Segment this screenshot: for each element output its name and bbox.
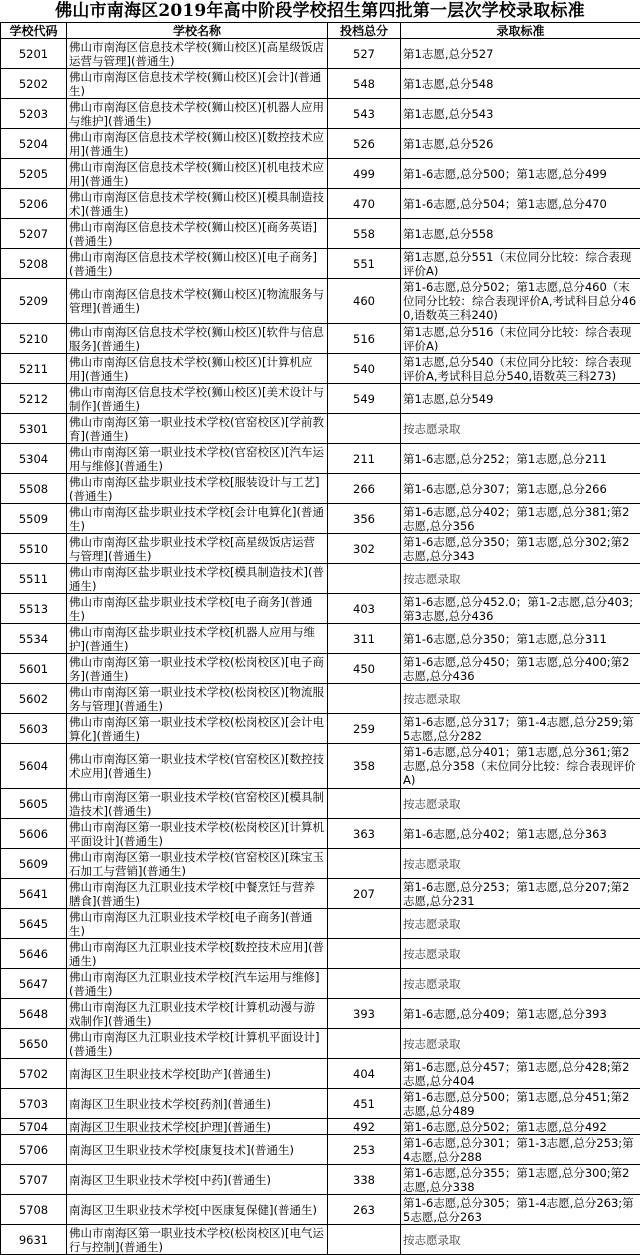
cell-school-name: 佛山市南海区信息技术学校(狮山校区)[会计](普通生) xyxy=(67,69,328,99)
cell-standard: 第1志愿,总分516（末位同分比较：综合表现评价A) xyxy=(401,324,640,354)
cell-score xyxy=(328,684,401,714)
cell-score: 460 xyxy=(328,279,401,324)
table-row xyxy=(1,414,640,444)
table-row xyxy=(1,474,640,504)
cell-school-name: 佛山市南海区信息技术学校(狮山校区)[商务英语](普通生) xyxy=(67,219,328,249)
cell-score: 393 xyxy=(328,999,401,1029)
cell-score: 492 xyxy=(328,1119,401,1135)
cell-school-name: 南海区卫生职业技术学校[助产](普通生) xyxy=(67,1059,328,1089)
cell-score: 551 xyxy=(328,249,401,279)
cell-score: 266 xyxy=(328,474,401,504)
cell-score: 253 xyxy=(328,1135,401,1165)
cell-school-name: 佛山市南海区信息技术学校(狮山校区)[高星级饭店运营与管理](普通生) xyxy=(67,39,328,69)
table-row xyxy=(1,324,640,354)
table-row xyxy=(1,714,640,744)
cell-score: 516 xyxy=(328,324,401,354)
cell-school-name: 佛山市南海区盐步职业技术学校[机器人应用与维护](普通生) xyxy=(67,624,328,654)
cell-school-code: 5509 xyxy=(1,504,67,534)
cell-school-name: 佛山市南海区信息技术学校(狮山校区)[机器人应用与维护](普通生) xyxy=(67,99,328,129)
cell-standard: 第1-6志愿,总分253；第1志愿,总分207;第2志愿,总分231 xyxy=(401,879,640,909)
cell-standard: 第1-6志愿,总分402；第1志愿,总分381;第2志愿,总分356 xyxy=(401,504,640,534)
cell-school-name: 佛山市南海区九江职业技术学校[汽车运用与维修](普通生) xyxy=(67,969,328,999)
cell-score: 451 xyxy=(328,1089,401,1119)
table-row xyxy=(1,384,640,414)
cell-standard: 第1志愿,总分526 xyxy=(401,129,640,159)
cell-score xyxy=(328,909,401,939)
table-row xyxy=(1,249,640,279)
cell-school-code: 5301 xyxy=(1,414,67,444)
table-row xyxy=(1,129,640,159)
cell-school-code: 5646 xyxy=(1,939,67,969)
cell-school-name: 南海区卫生职业技术学校[护理](普通生) xyxy=(67,1119,328,1135)
table-row xyxy=(1,189,640,219)
cell-school-code: 5201 xyxy=(1,39,67,69)
header-name: 学校名称 xyxy=(67,23,328,39)
cell-school-name: 佛山市南海区第一职业技术学校(官窑校区)[汽车运用与维修](普通生) xyxy=(67,444,328,474)
table-row xyxy=(1,1089,640,1119)
cell-standard: 第1-6志愿,总分305；第1-4志愿,总分263;第5志愿,总分263 xyxy=(401,1195,640,1225)
cell-school-code: 5207 xyxy=(1,219,67,249)
cell-score: 403 xyxy=(328,594,401,624)
table-row xyxy=(1,159,640,189)
cell-school-code: 5208 xyxy=(1,249,67,279)
cell-score: 338 xyxy=(328,1165,401,1195)
cell-standard: 第1-6志愿,总分350；第1志愿,总分311 xyxy=(401,624,640,654)
cell-school-code: 5511 xyxy=(1,564,67,594)
cell-standard: 按志愿录取 xyxy=(401,909,640,939)
table-row xyxy=(1,1135,640,1165)
cell-score xyxy=(328,1029,401,1059)
admission-table xyxy=(0,22,640,1255)
cell-score: 548 xyxy=(328,69,401,99)
cell-standard: 按志愿录取 xyxy=(401,684,640,714)
cell-school-code: 5206 xyxy=(1,189,67,219)
cell-school-name: 佛山市南海区信息技术学校(狮山校区)[电子商务](普通生) xyxy=(67,249,328,279)
cell-school-name: 佛山市南海区盐步职业技术学校[电子商务](普通生) xyxy=(67,594,328,624)
cell-school-name: 佛山市南海区盐步职业技术学校[高星级饭店运营与管理](普通生) xyxy=(67,534,328,564)
table-row xyxy=(1,504,640,534)
cell-standard: 第1志愿,总分540（末位同分比较：综合表现评价A,考试科目总分540,语数英三科273) xyxy=(401,354,640,384)
cell-school-code: 5508 xyxy=(1,474,67,504)
cell-standard: 第1-6志愿,总分355；第1志愿,总分300;第2志愿,总分338 xyxy=(401,1165,640,1195)
table-row xyxy=(1,1165,640,1195)
cell-standard: 第1-6志愿,总分500；第1志愿,总分451;第2志愿,总分489 xyxy=(401,1089,640,1119)
cell-school-code: 5204 xyxy=(1,129,67,159)
cell-school-name: 佛山市南海区九江职业技术学校[电子商务](普通生) xyxy=(67,909,328,939)
cell-school-code: 5602 xyxy=(1,684,67,714)
cell-standard: 第1-6志愿,总分504；第1志愿,总分470 xyxy=(401,189,640,219)
cell-school-name: 佛山市南海区第一职业技术学校(松岗校区)[计算机平面设计](普通生) xyxy=(67,819,328,849)
table-row xyxy=(1,849,640,879)
cell-standard: 第1志愿,总分558 xyxy=(401,219,640,249)
cell-school-name: 南海区卫生职业技术学校[药剂](普通生) xyxy=(67,1089,328,1119)
cell-standard: 第1志愿,总分527 xyxy=(401,39,640,69)
cell-score: 499 xyxy=(328,159,401,189)
table-body xyxy=(1,39,640,1255)
cell-school-name: 佛山市南海区盐步职业技术学校[模具制造技术](普通生) xyxy=(67,564,328,594)
cell-standard: 第1-6志愿,总分402；第1志愿,总分363 xyxy=(401,819,640,849)
cell-school-code: 5205 xyxy=(1,159,67,189)
cell-school-name: 佛山市南海区信息技术学校(狮山校区)[模具制造技术](普通生) xyxy=(67,189,328,219)
cell-school-code: 5601 xyxy=(1,654,67,684)
table-row xyxy=(1,354,640,384)
cell-school-code: 5604 xyxy=(1,744,67,789)
table-row xyxy=(1,969,640,999)
cell-school-name: 佛山市南海区盐步职业技术学校[服装设计与工艺](普通生) xyxy=(67,474,328,504)
table-row xyxy=(1,219,640,249)
cell-school-name: 佛山市南海区信息技术学校(狮山校区)[美术设计与制作](普通生) xyxy=(67,384,328,414)
cell-score: 356 xyxy=(328,504,401,534)
cell-standard: 第1志愿,总分551（末位同分比较：综合表现评价A) xyxy=(401,249,640,279)
cell-standard: 第1-6志愿,总分457；第1志愿,总分428;第2志愿,总分404 xyxy=(401,1059,640,1089)
cell-school-code: 5706 xyxy=(1,1135,67,1165)
cell-score xyxy=(328,1225,401,1255)
cell-school-code: 5641 xyxy=(1,879,67,909)
cell-school-code: 5212 xyxy=(1,384,67,414)
cell-score xyxy=(328,789,401,819)
cell-school-name: 佛山市南海区信息技术学校(狮山校区)[计算机应用](普通生) xyxy=(67,354,328,384)
cell-school-code: 5510 xyxy=(1,534,67,564)
cell-school-name: 佛山市南海区第一职业技术学校(官窑校区)[学前教育](普通生) xyxy=(67,414,328,444)
table-row xyxy=(1,909,640,939)
cell-standard: 第1-6志愿,总分502；第1志愿,总分492 xyxy=(401,1119,640,1135)
cell-school-code: 5707 xyxy=(1,1165,67,1195)
table-row xyxy=(1,99,640,129)
cell-standard: 第1-6志愿,总分301；第1-3志愿,总分253;第4志愿,总分288 xyxy=(401,1135,640,1165)
cell-school-code: 5203 xyxy=(1,99,67,129)
cell-school-code: 5513 xyxy=(1,594,67,624)
cell-score: 527 xyxy=(328,39,401,69)
cell-standard: 按志愿录取 xyxy=(401,414,640,444)
table-row xyxy=(1,1119,640,1135)
cell-school-name: 佛山市南海区信息技术学校(狮山校区)[物流服务与管理](普通生) xyxy=(67,279,328,324)
table-row xyxy=(1,819,640,849)
cell-standard: 第1-6志愿,总分452.0；第1-2志愿,总分403;第3志愿,总分436 xyxy=(401,594,640,624)
table-row xyxy=(1,69,640,99)
cell-standard: 按志愿录取 xyxy=(401,1225,640,1255)
cell-school-name: 佛山市南海区信息技术学校(狮山校区)[软件与信息服务](普通生) xyxy=(67,324,328,354)
cell-standard: 第1-6志愿,总分252；第1志愿,总分211 xyxy=(401,444,640,474)
table-row xyxy=(1,684,640,714)
table-row xyxy=(1,594,640,624)
table-row xyxy=(1,789,640,819)
table-row xyxy=(1,744,640,789)
cell-school-code: 5606 xyxy=(1,819,67,849)
table-row xyxy=(1,1195,640,1225)
cell-school-name: 佛山市南海区第一职业技术学校(松岗校区)[物流服务与管理](普通生) xyxy=(67,684,328,714)
cell-standard: 按志愿录取 xyxy=(401,969,640,999)
cell-standard: 第1志愿,总分549 xyxy=(401,384,640,414)
cell-school-code: 5605 xyxy=(1,789,67,819)
cell-school-name: 佛山市南海区九江职业技术学校[计算机动漫与游戏制作](普通生) xyxy=(67,999,328,1029)
cell-standard: 按志愿录取 xyxy=(401,1029,640,1059)
cell-school-code: 5647 xyxy=(1,969,67,999)
cell-school-code: 5650 xyxy=(1,1029,67,1059)
cell-standard: 第1-6志愿,总分502；第1志愿,总分460（末位同分比较：综合表现评价A,考试科目总分460,语数英三科240) xyxy=(401,279,640,324)
table-row xyxy=(1,39,640,69)
cell-standard: 第1-6志愿,总分401；第1志愿,总分361;第2志愿,总分358（末位同分比较：综合表现评价A) xyxy=(401,744,640,789)
cell-school-code: 5304 xyxy=(1,444,67,474)
cell-standard: 按志愿录取 xyxy=(401,789,640,819)
table-row xyxy=(1,534,640,564)
cell-school-name: 南海区卫生职业技术学校[中药](普通生) xyxy=(67,1165,328,1195)
cell-standard: 第1-6志愿,总分350；第1志愿,总分302;第2志愿,总分343 xyxy=(401,534,640,564)
cell-score: 207 xyxy=(328,879,401,909)
cell-standard: 第1志愿,总分543 xyxy=(401,99,640,129)
cell-score: 358 xyxy=(328,744,401,789)
cell-school-name: 佛山市南海区第一职业技术学校(官窑校区)[珠宝玉石加工与营销](普通生) xyxy=(67,849,328,879)
cell-school-code: 5609 xyxy=(1,849,67,879)
cell-school-name: 佛山市南海区九江职业技术学校[计算机平面设计](普通生) xyxy=(67,1029,328,1059)
cell-school-code: 5209 xyxy=(1,279,67,324)
cell-school-code: 5210 xyxy=(1,324,67,354)
page-title: 佛山市南海区2019年高中阶段学校招生第四批第一层次学校录取标准 xyxy=(0,0,640,22)
cell-school-name: 佛山市南海区第一职业技术学校(官窑校区)[数控技术应用](普通生) xyxy=(67,744,328,789)
header-score: 投档总分 xyxy=(328,23,401,39)
cell-score: 259 xyxy=(328,714,401,744)
cell-standard: 第1-6志愿,总分317；第1-4志愿,总分259;第5志愿,总分282 xyxy=(401,714,640,744)
cell-standard: 第1-6志愿,总分450；第1志愿,总分400;第2志愿,总分436 xyxy=(401,654,640,684)
table-row xyxy=(1,654,640,684)
cell-score: 543 xyxy=(328,99,401,129)
cell-score: 404 xyxy=(328,1059,401,1089)
cell-school-name: 佛山市南海区信息技术学校(狮山校区)[机电技术应用](普通生) xyxy=(67,159,328,189)
cell-score: 302 xyxy=(328,534,401,564)
header-standard: 录取标准 xyxy=(401,23,640,39)
table-row xyxy=(1,879,640,909)
cell-school-name: 佛山市南海区九江职业技术学校[数控技术应用](普通生) xyxy=(67,939,328,969)
cell-school-code: 5704 xyxy=(1,1119,67,1135)
cell-score xyxy=(328,969,401,999)
cell-standard: 第1-6志愿,总分500；第1志愿,总分499 xyxy=(401,159,640,189)
cell-score: 540 xyxy=(328,354,401,384)
cell-school-name: 南海区卫生职业技术学校[康复技术](普通生) xyxy=(67,1135,328,1165)
cell-school-code: 5645 xyxy=(1,909,67,939)
table-row xyxy=(1,624,640,654)
cell-school-name: 佛山市南海区九江职业技术学校[中餐烹饪与营养膳食](普通生) xyxy=(67,879,328,909)
cell-school-name: 佛山市南海区第一职业技术学校(松岗校区)[会计电算化](普通生) xyxy=(67,714,328,744)
cell-school-code: 5703 xyxy=(1,1089,67,1119)
header-code: 学校代码 xyxy=(1,23,67,39)
cell-score xyxy=(328,849,401,879)
cell-school-name: 佛山市南海区第一职业技术学校(松岗校区)[电气运行与控制](普通生) xyxy=(67,1225,328,1255)
cell-score xyxy=(328,939,401,969)
cell-standard: 第1-6志愿,总分409；第1志愿,总分393 xyxy=(401,999,640,1029)
cell-school-code: 5708 xyxy=(1,1195,67,1225)
cell-school-code: 5603 xyxy=(1,714,67,744)
cell-school-code: 5534 xyxy=(1,624,67,654)
cell-school-code: 9631 xyxy=(1,1225,67,1255)
cell-score: 263 xyxy=(328,1195,401,1225)
cell-score: 526 xyxy=(328,129,401,159)
cell-school-code: 5202 xyxy=(1,69,67,99)
header-row xyxy=(1,23,640,39)
cell-standard: 按志愿录取 xyxy=(401,849,640,879)
cell-school-name: 佛山市南海区信息技术学校(狮山校区)[数控技术应用](普通生) xyxy=(67,129,328,159)
table-row xyxy=(1,999,640,1029)
cell-score: 363 xyxy=(328,819,401,849)
table-row xyxy=(1,1059,640,1089)
cell-standard: 第1志愿,总分548 xyxy=(401,69,640,99)
cell-standard: 第1-6志愿,总分307；第1志愿,总分266 xyxy=(401,474,640,504)
cell-score: 311 xyxy=(328,624,401,654)
table-row xyxy=(1,1029,640,1059)
table-row xyxy=(1,279,640,324)
cell-school-code: 5702 xyxy=(1,1059,67,1089)
cell-standard: 按志愿录取 xyxy=(401,564,640,594)
table-row xyxy=(1,939,640,969)
cell-standard: 按志愿录取 xyxy=(401,939,640,969)
cell-school-name: 佛山市南海区第一职业技术学校(官窑校区)[模具制造技术](普通生) xyxy=(67,789,328,819)
cell-score xyxy=(328,564,401,594)
cell-school-name: 佛山市南海区盐步职业技术学校[会计电算化](普通生) xyxy=(67,504,328,534)
cell-score: 558 xyxy=(328,219,401,249)
cell-school-name: 南海区卫生职业技术学校[中医康复保健](普通生) xyxy=(67,1195,328,1225)
cell-score: 470 xyxy=(328,189,401,219)
table-row xyxy=(1,564,640,594)
cell-school-code: 5211 xyxy=(1,354,67,384)
cell-score: 450 xyxy=(328,654,401,684)
cell-score: 211 xyxy=(328,444,401,474)
cell-school-name: 佛山市南海区第一职业技术学校(松岗校区)[电子商务](普通生) xyxy=(67,654,328,684)
cell-score: 549 xyxy=(328,384,401,414)
cell-score xyxy=(328,414,401,444)
table-row xyxy=(1,1225,640,1255)
table-row xyxy=(1,444,640,474)
cell-school-code: 5648 xyxy=(1,999,67,1029)
